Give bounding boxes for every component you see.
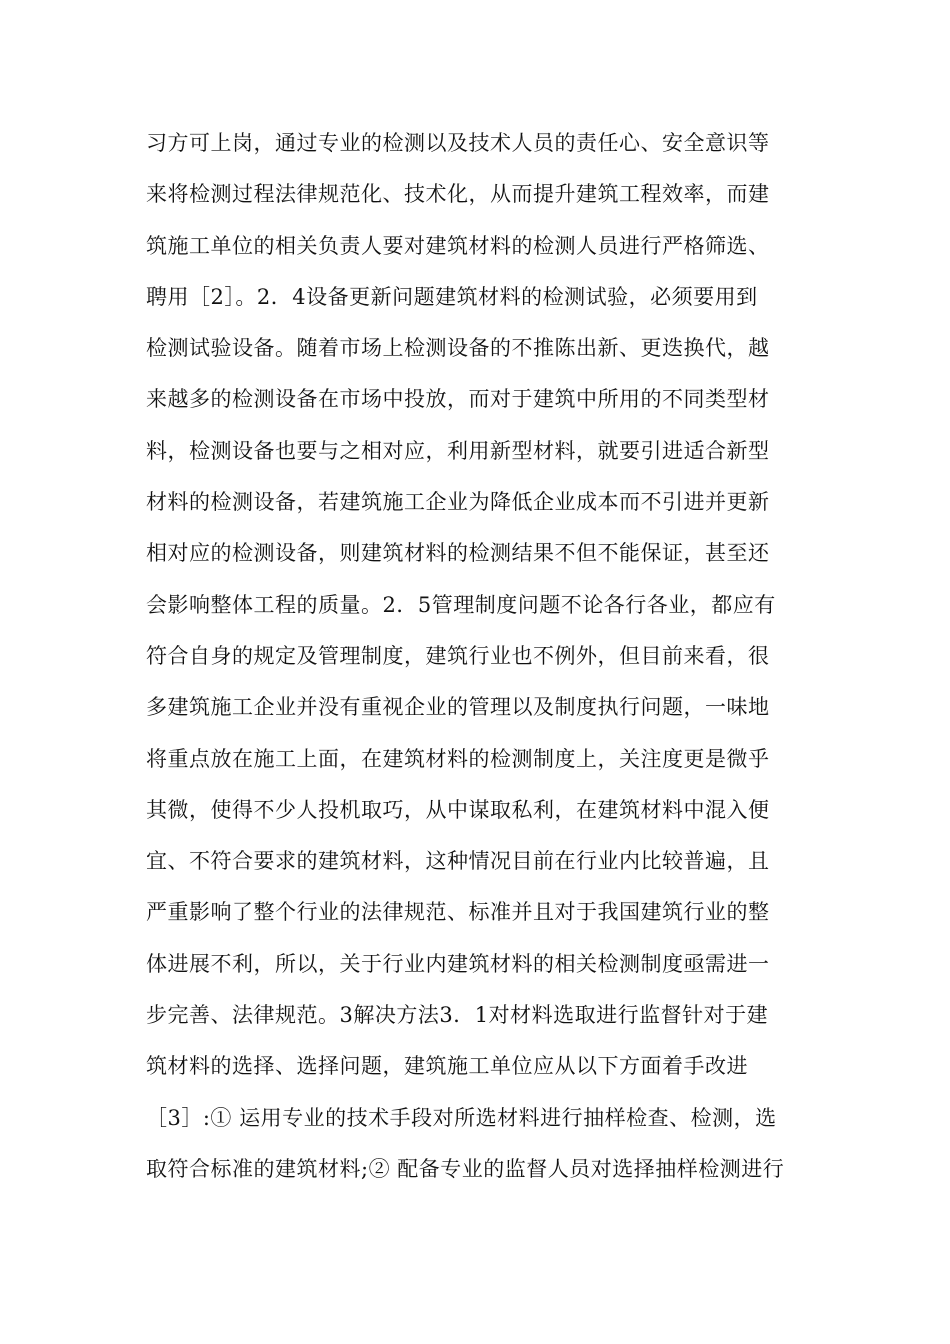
text-line-8: 材料的检测设备，若建筑施工企业为降低企业成本而不引进并更新 [146, 490, 770, 515]
text-line-5: 检测试验设备。随着市场上检测设备的不推陈出新、更迭换代，越 [146, 336, 770, 361]
text-line-7: 料，检测设备也要与之相对应，利用新型材料，就要引进适合新型 [146, 438, 770, 463]
text-line-1: 习方可上岗，通过专业的检测以及技术人员的责任心、安全意识等 [146, 131, 770, 155]
text-line-17: 体进展不利，所以，关于行业内建筑材料的相关检测制度亟需进一 [146, 951, 770, 976]
text-line-13: 将重点放在施工上面，在建筑材料的检测制度上，关注度更是微乎 [146, 746, 770, 771]
text-line-10: 会影响整体工程的质量。2．5管理制度问题不论各行各业，都应有 [146, 592, 776, 617]
text-line-6: 来越多的检测设备在市场中投放，而对于建筑中所用的不同类型材 [146, 387, 770, 412]
body-text [146, 118, 826, 1195]
text-line-18: 步完善、法律规范。3解决方法3．1对材料选取进行监督针对于建 [146, 1003, 769, 1028]
text-line-9: 相对应的检测设备，则建筑材料的检测结果不但不能保证，甚至还 [146, 541, 770, 566]
text-line-2: 来将检测过程法律规范化、技术化，从而提升建筑工程效率，而建 [146, 182, 770, 207]
text-line-4: 聘用［2］。2．4设备更新问题建筑材料的检测试验，必须要用到 [146, 284, 758, 309]
text-line-11: 符合自身的规定及管理制度，建筑行业也不例外，但目前来看，很 [146, 643, 770, 668]
text-line-3: 筑施工单位的相关负责人要对建筑材料的检测人员进行严格筛选、 [146, 233, 770, 258]
text-line-19: 筑材料的选择、选择问题，建筑施工单位应从以下方面着手改进 [146, 1054, 748, 1079]
text-line-20: ［3］:① 运用专业的技术手段对所选材料进行抽样检查、检测，选 [146, 1105, 777, 1130]
text-line-12: 多建筑施工企业并没有重视企业的管理以及制度执行问题，一味地 [146, 695, 770, 720]
text-line-21: 取符合标准的建筑材料;② 配备专业的监督人员对选择抽样检测进行 [146, 1156, 785, 1181]
text-line-14: 其微，使得不少人投机取巧，从中谋取私利，在建筑材料中混入便 [146, 797, 770, 822]
text-line-16: 严重影响了整个行业的法律规范、标准并且对于我国建筑行业的整 [146, 900, 770, 925]
text-line-15: 宜、不符合要求的建筑材料，这种情况目前在行业内比较普遍，且 [146, 849, 770, 874]
